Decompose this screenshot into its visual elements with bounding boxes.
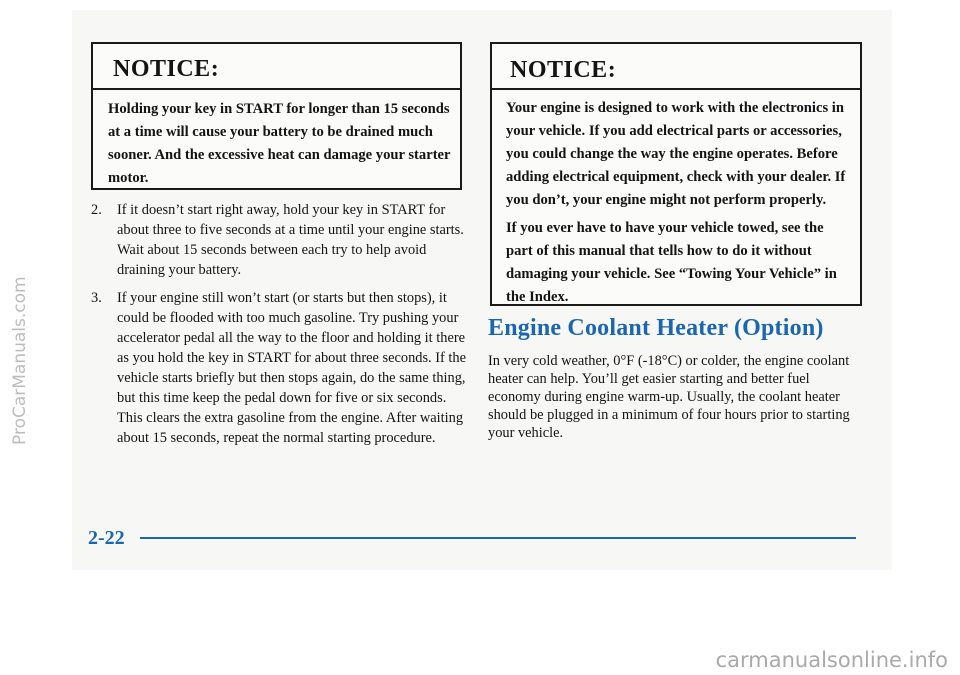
- list-item: [91, 288, 471, 448]
- step-number: 2.: [91, 202, 102, 218]
- notice-box-battery: [91, 42, 462, 190]
- section-title: Engine Coolant Heater (Option): [488, 315, 824, 341]
- notice-body: [93, 90, 460, 190]
- section-body: In very cold weather, 0°F (-18°C) or colder, the engine coolant heater can help. You’ll get easier starting and better fuel economy during engine warm-up. Usually, the coolant heater should be plugged in a minimum of four hours prior to starting your vehicle.: [488, 353, 850, 441]
- notice-box-electrical: [490, 42, 862, 306]
- step-text: If your engine still won’t start (or starts but then stops), it could be flooded with too much gasoline. Try pushing your accelerator pedal all the way to the floor and holding it there as you hold the key in START for about three seconds. If the vehicle starts briefly but then stops again, do the same thing, but this time keep the pedal down for five or six seconds. This clears the extra gasoline from the engine. After waiting about 15 seconds, repeat the normal starting procedure.: [117, 290, 467, 446]
- footer-rule: [140, 537, 856, 539]
- watermark-bottom: carmanualsonline.info: [715, 648, 948, 672]
- list-item: [91, 200, 471, 280]
- step-number: 3.: [91, 290, 102, 306]
- watermark-side: ProCarManuals.com: [10, 276, 30, 445]
- notice-heading: NOTICE:: [492, 44, 860, 90]
- starting-steps-list: [91, 200, 471, 448]
- notice-text: Holding your key in START for longer than 15 seconds at a time will cause your battery to be drained much sooner. And the excessive heat can damage your starter motor.: [108, 101, 451, 186]
- step-text: If it doesn’t start right away, hold your key in START for about three to five seconds at a time until your engine starts. Wait about 15 seconds between each try to help avoid draining your battery.: [117, 202, 464, 278]
- page-number: 2-22: [88, 527, 125, 549]
- notice-paragraph: If you ever have to have your vehicle towed, see the part of this manual that tells how to do it without damaging your vehicle. See “Towing Your Vehicle” in the Index.: [506, 220, 837, 305]
- notice-paragraph: Your engine is designed to work with the electronics in your vehicle. If you add electrical parts or accessories, you could change the way the engine operates. Before adding electrical equipment, check with your dealer. If you don’t, your engine might not perform properly.: [506, 100, 846, 208]
- notice-body: [492, 90, 860, 309]
- notice-heading: NOTICE:: [93, 44, 460, 90]
